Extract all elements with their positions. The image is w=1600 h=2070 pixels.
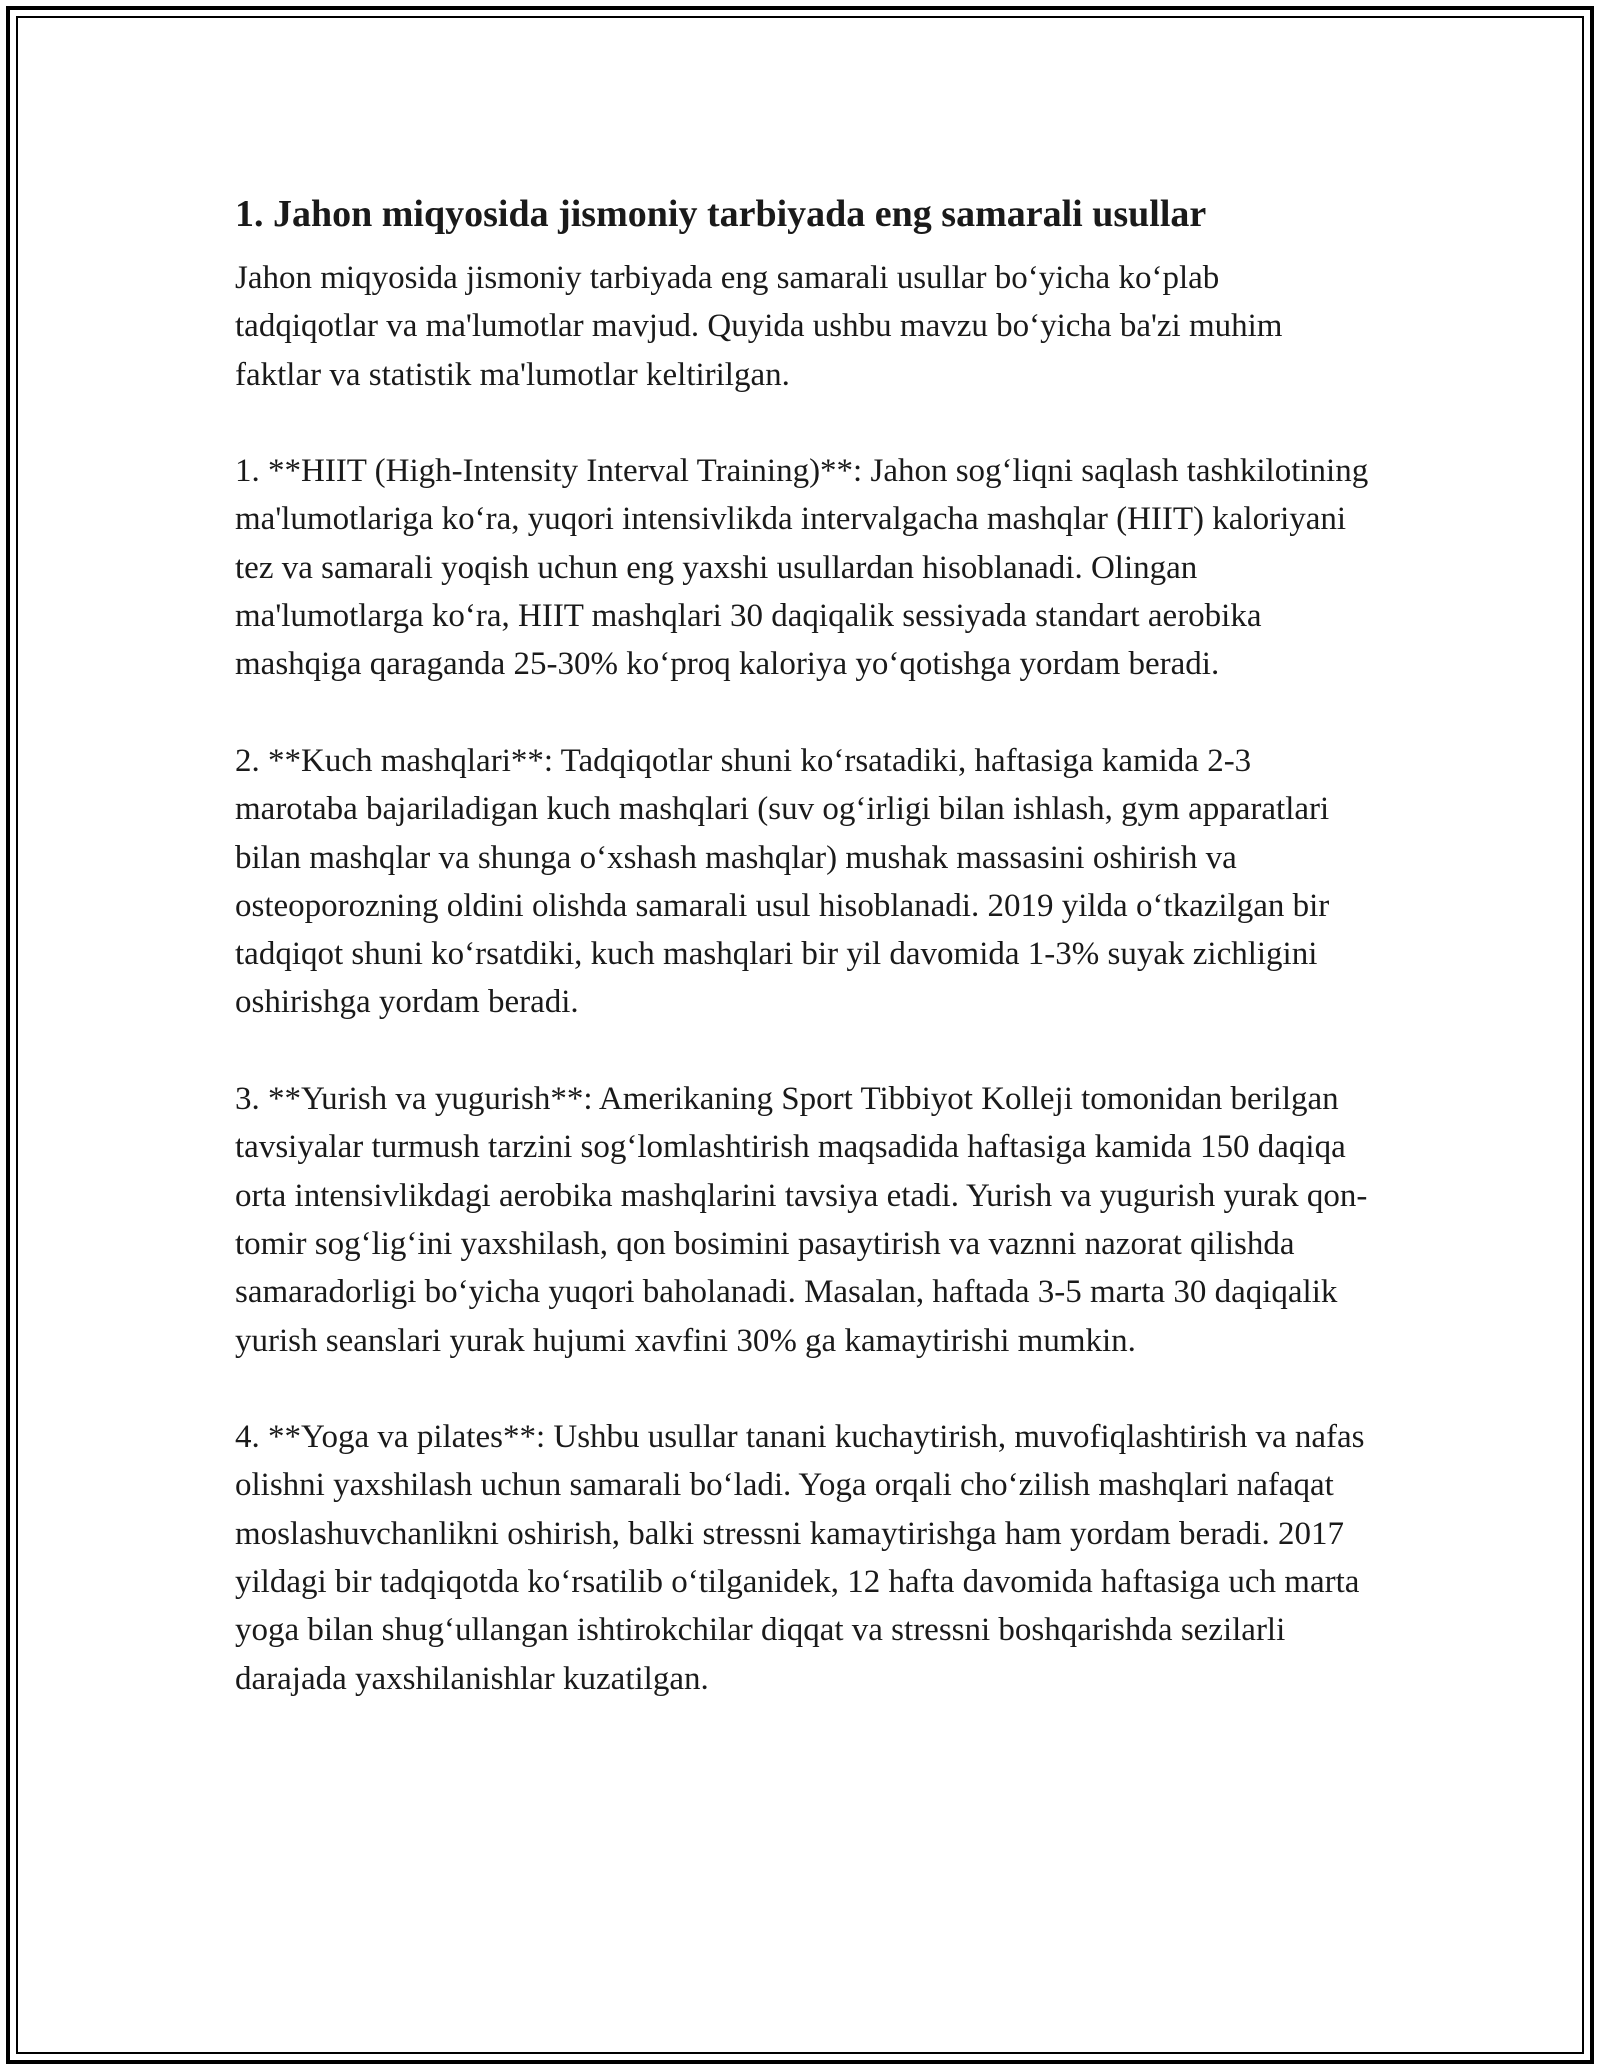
paragraph-strength-training: 2. **Kuch mashqlari**: Tadqiqotlar shuni ko‘rsatadiki, haftasiga kamida 2-3 marotaba bajariladigan kuch mashqlari (suv og‘irligi bilan ishlash, gym apparatlari bilan mashqlar va shunga o‘xshash mashqlar) mushak massasini oshirish va osteoporozning oldini olishda samarali usul hisoblanadi. 2019 yilda o‘tkazilgan bir tadqiqot shuni ko‘rsatdiki, kuch mashqlari bir yil davomida 1-3% suyak zichligini oshirishga yordam beradi. [235,742,1330,1021]
paragraph-hiit: 1. **HIIT (High-Intensity Interval Training)**: Jahon sog‘liqni saqlash tashkilotining ma'lumotlariga ko‘ra, yuqori intensivlikda intervalgacha mashqlar (HIIT) kaloriyani tez va samarali yoqish uchun eng yaxshi usullardan hisoblanadi. Olingan ma'lumotlarga ko‘ra, HIIT mashqlari 30 daqiqalik sessiyada standart aerobika mashqiga qaraganda 25-30% ko‘proq kaloriya yo‘qotishga yordam beradi. [235,453,1369,683]
intro-paragraph: Jahon miqyosida jismoniy tarbiyada eng samarali usullar bo‘yicha ko‘plab tadqiqotlar va ma'lumotlar mavjud. Quyida ushbu mavzu bo‘yicha ba'zi muhim faktlar va statistik ma'lumotlar keltirilgan. [235,260,1283,393]
paragraph-walking-running: 3. **Yurish va yugurish**: Amerikaning Sport Tibbiyot Kolleji tomonidan berilgan tavsiyalar turmush tarzini sog‘lomlashtirish maqsadida haftasiga kamida 150 daqiqa orta intensivlikdagi aerobika mashqlarini tavsiya etadi. Yurish va yugurish yurak qon-tomir sog‘lig‘ini yaxshilash, qon bosimini pasaytirish va vaznni nazorat qilishda samaradorligi bo‘yicha yuqori baholanadi. Masalan, haftada 3-5 marta 30 daqiqalik yurish seanslari yurak hujumi xavfini 30% ga kamaytirishi mumkin. [235,1081,1368,1359]
document-body [235,186,1370,1703]
document-heading: 1. Jahon miqyosida jismoniy tarbiyada eng samarali usullar [235,193,1207,235]
paragraph-yoga-pilates: 4. **Yoga va pilates**: Ushbu usullar tanani kuchaytirish, muvofiqlashtirish va nafas olishni yaxshilash uchun samarali bo‘ladi. Yoga orqali cho‘zilish mashqlari nafaqat moslashuvchanlikni oshirish, balki stressni kamaytirishga ham yordam beradi. 2017 yildagi bir tadqiqotda ko‘rsatilib o‘tilganidek, 12 hafta davomida haftasiga uch marta yoga bilan shug‘ullangan ishtirokchilar diqqat va stressni boshqarishda sezilarli darajada yaxshilanishlar kuzatilgan. [235,1419,1365,1697]
